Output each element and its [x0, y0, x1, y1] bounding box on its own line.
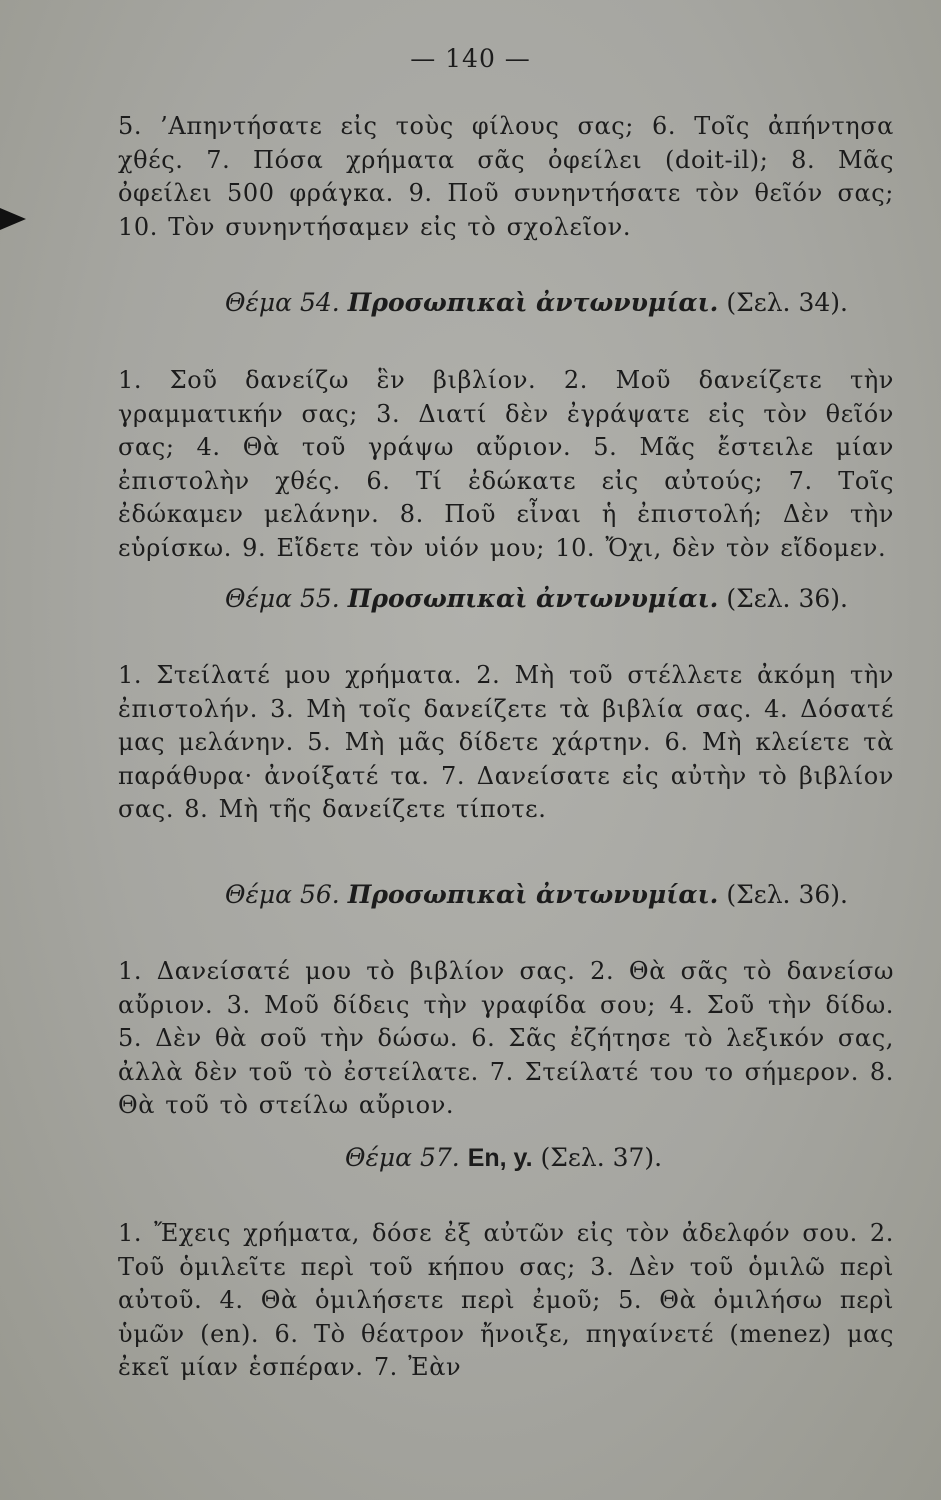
- heading-theme-54: [0, 287, 941, 319]
- theme-title: En, y.: [467, 1144, 533, 1172]
- theme-label: Θέμα 55.: [225, 584, 340, 613]
- theme-title: Προσωπικαὶ ἀντωνυμίαι.: [347, 880, 719, 909]
- theme-label: Θέμα 54.: [225, 288, 340, 317]
- theme-label: Θέμα 57.: [345, 1143, 460, 1172]
- heading-theme-56: [0, 879, 941, 911]
- heading-theme-57: [0, 1142, 941, 1174]
- page-number: — 140 —: [410, 44, 531, 73]
- exercise-57-text: 1. Ἔχεις χρήματα, δόσε ἐξ αὐτῶν εἰς τὸν ἀδελφόν σου. 2. Τοῦ ὁμιλεῖτε περὶ τοῦ κήπου σας; 3. Δὲν τοῦ ὁμιλῶ περὶ αὐτοῦ. 4. Θὰ ὁμιλήσετε περὶ ἐμοῦ; 5. Θὰ ὁμιλήσω περὶ ὑμῶν (en). 6. Τὸ θέατρον ἤνοιξε, πηγαίνετέ (menez) μας ἐκεῖ μίαν ἑσπέραν. 7. Ἐὰν: [118, 1219, 894, 1381]
- page-reference: (Σελ. 34).: [726, 288, 848, 317]
- exercise-56-text: 1. Δανείσατέ μου τὸ βιβλίον σας. 2. Θὰ σᾶς τὸ δανείσω αὔριον. 3. Μοῦ δίδεις τὴν γραφίδα σου; 4. Σοῦ τὴν δίδω. 5. Δὲν θὰ σοῦ τὴν δώσω. 6. Σᾶς ἐζήτησε τὸ λεξικόν σας, ἀλλὰ δὲν τοῦ τὸ ἐστείλατε. 7. Στείλατέ του το σήμερον. 8. Θὰ τοῦ τὸ στείλω αὔριον.: [118, 957, 894, 1119]
- arrow-marker-icon: [0, 208, 26, 230]
- theme-title: Προσωπικαὶ ἀντωνυμίαι.: [347, 584, 719, 613]
- exercise-54-text: 1. Σοῦ δανείζω ἓν βιβλίον. 2. Μοῦ δανείζετε τὴν γραμματικήν σας; 3. Διατί δὲν ἐγράψατε εἰς τὸν θεῖόν σας; 4. Θὰ τοῦ γράψω αὔριον. 5. Μᾶς ἔστειλε μίαν ἐπιστολὴν χθές. 6. Τί ἐδώκατε εἰς αὐτούς; 7. Τοῖς ἐδώκαμεν μελάνην. 8. Ποῦ εἶναι ἡ ἐπιστολή; Δὲν τὴν εὑρίσκω. 9. Εἴδετε τὸν υἱόν μου; 10. Ὄχι, δὲν τὸν εἴδομεν.: [118, 366, 894, 562]
- theme-label: Θέμα 56.: [225, 880, 340, 909]
- exercise-53-continuation: 5. ’Απηντήσατε εἰς τοὺς φίλους σας; 6. Τοῖς ἀπήντησα χθές. 7. Πόσα χρήματα σᾶς ὀφείλει (doit-il); 8. Μᾶς ὀφείλει 500 φράγκα. 9. Ποῦ συνηντήσατε τὸν θεῖόν σας; 10. Τὸν συνηντήσαμεν εἰς τὸ σχολεῖον.: [118, 112, 894, 241]
- page-reference: (Σελ. 37).: [540, 1143, 663, 1172]
- theme-title: Προσωπικαὶ ἀντωνυμίαι.: [347, 288, 719, 317]
- page-reference: (Σελ. 36).: [726, 880, 848, 909]
- heading-theme-55: [0, 583, 941, 615]
- exercise-55-text: 1. Στείλατέ μου χρήματα. 2. Μὴ τοῦ στέλλετε ἀκόμη τὴν ἐπιστολήν. 3. Μὴ τοῖς δανείζετε τὰ βιβλία σας. 4. Δόσατέ μας μελάνην. 5. Μὴ μᾶς δίδετε χάρτην. 6. Μὴ κλείετε τὰ παράθυρα· ἀνοίξατέ τα. 7. Δανείσατε εἰς αὐτὴν τὸ βιβλίον σας. 8. Μὴ τῆς δανείζετε τίποτε.: [118, 661, 894, 823]
- page-reference: (Σελ. 36).: [726, 584, 848, 613]
